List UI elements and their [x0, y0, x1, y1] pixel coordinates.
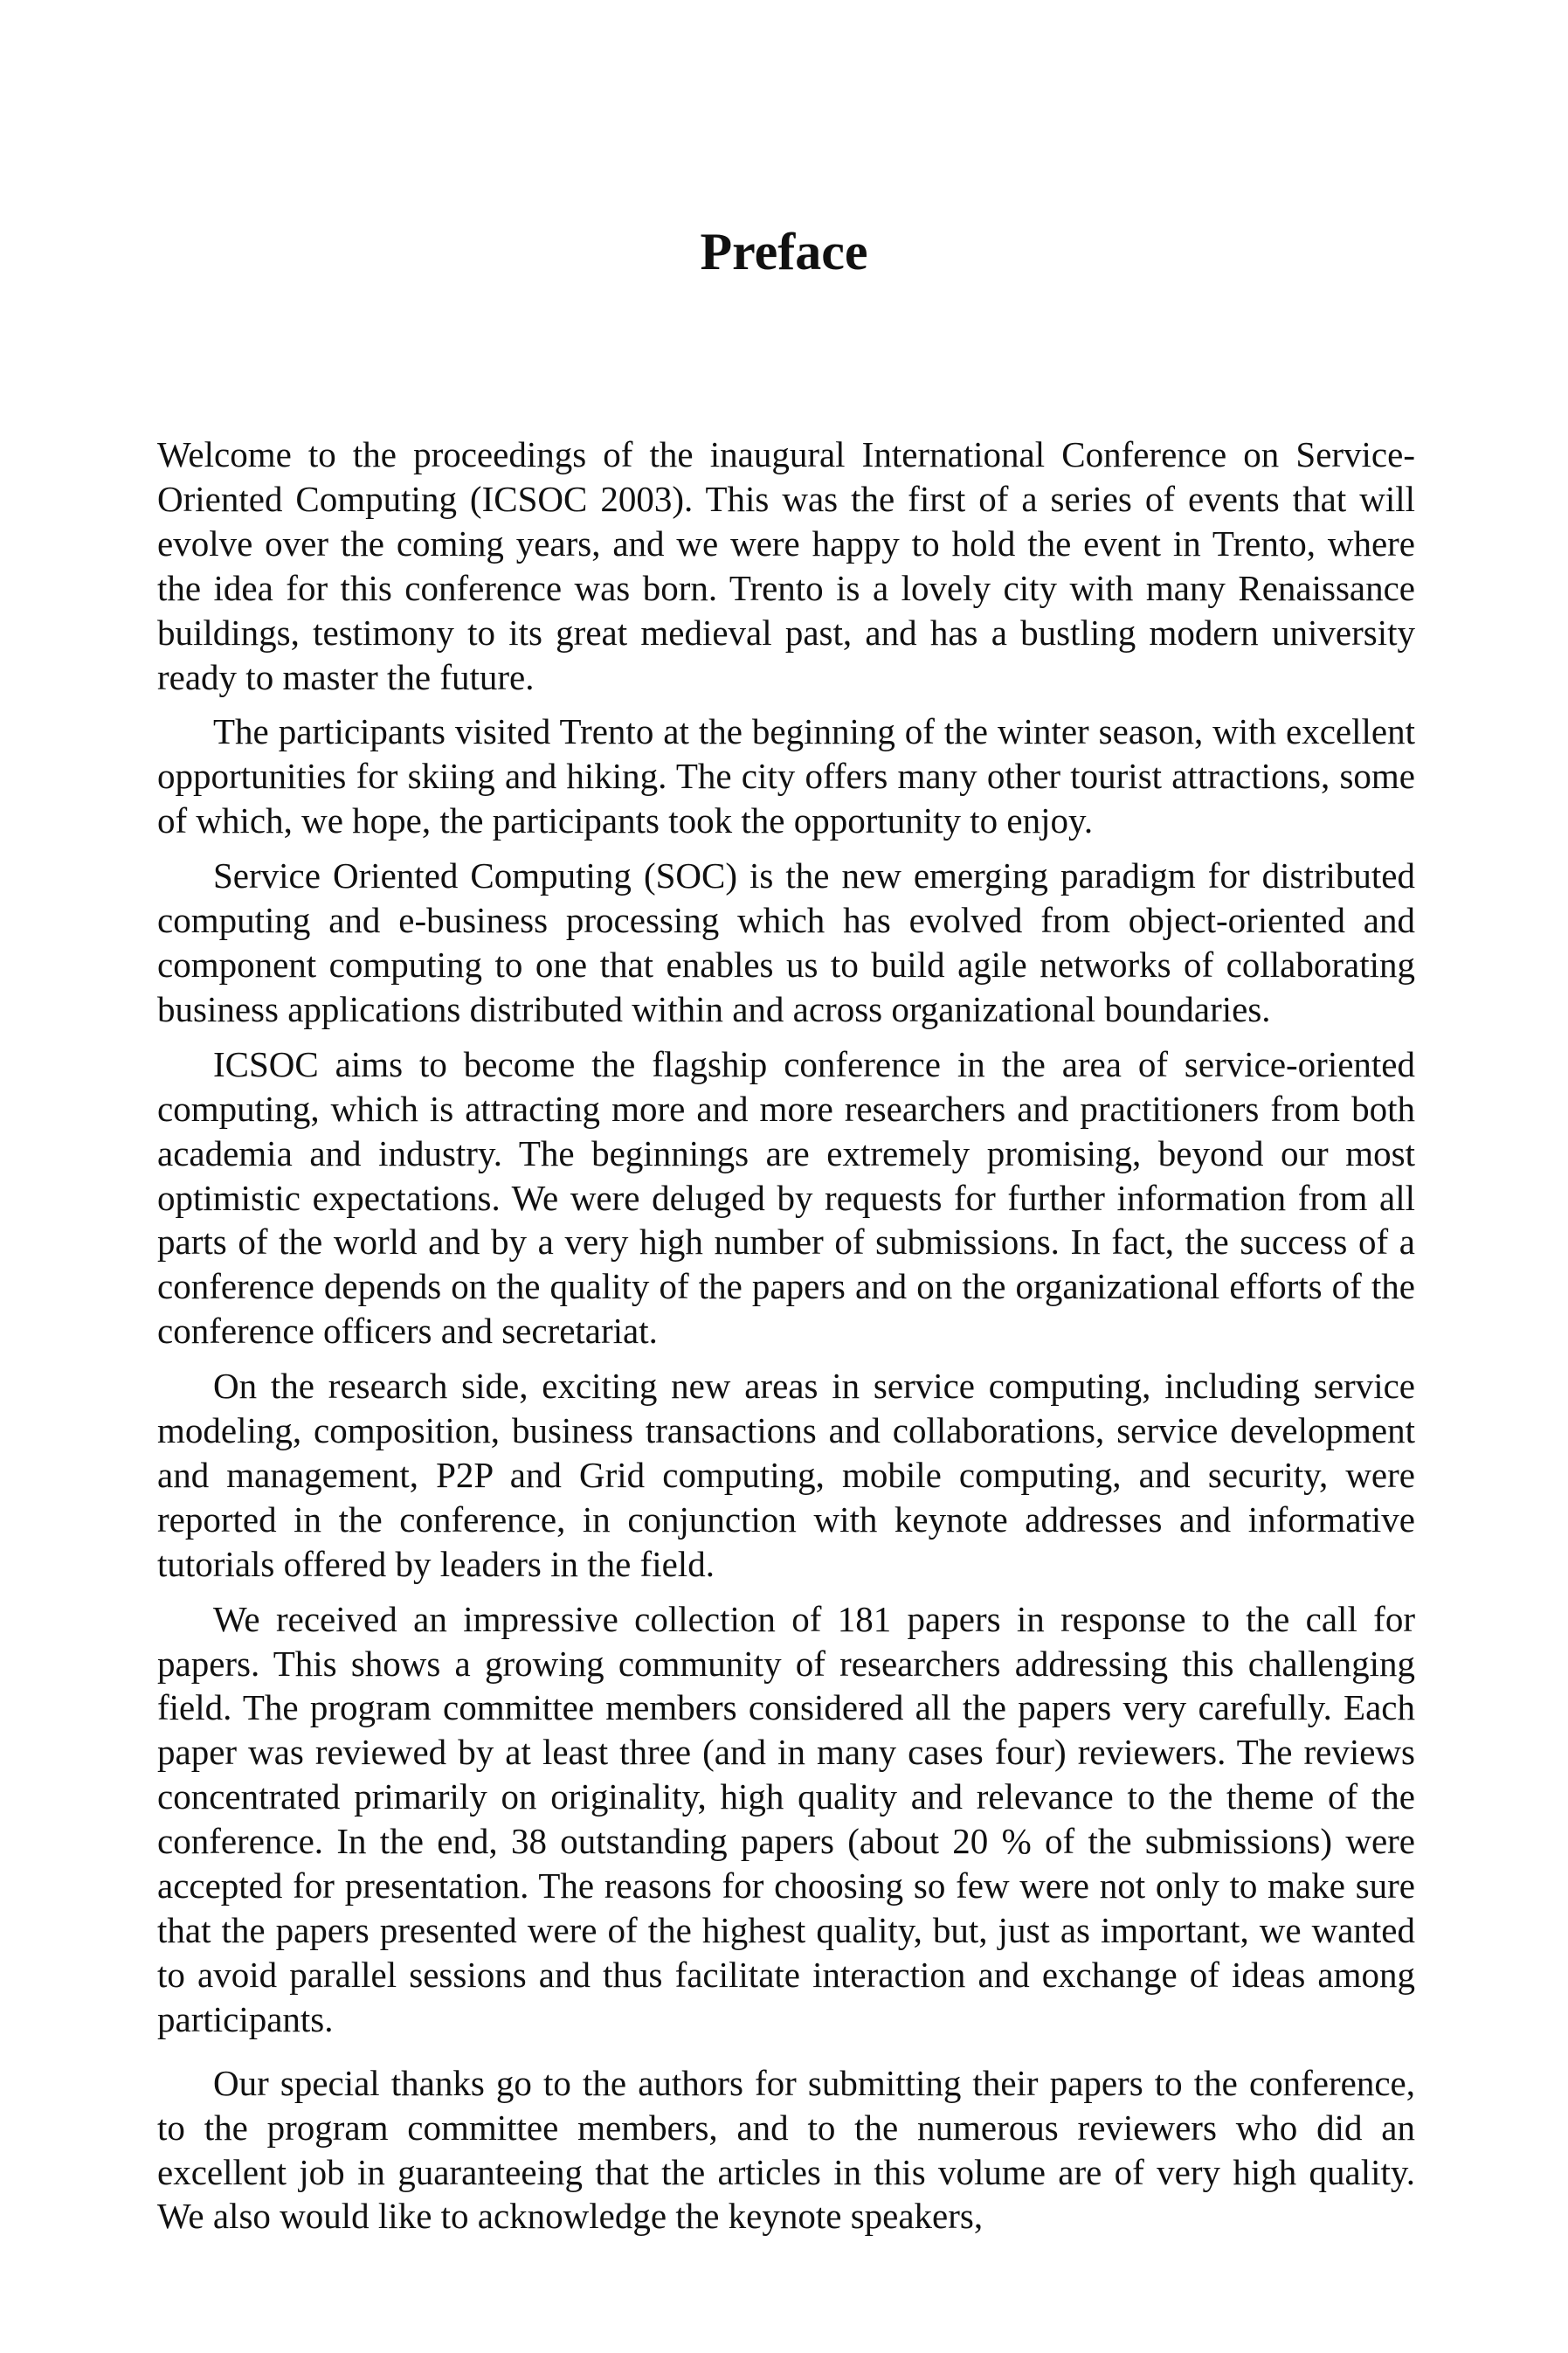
paragraph-5: On the research side, exciting new areas in service computing, including service modeling, composition, business transactions and collaborations, service development and management, P2P and Grid computing, mobile computing, and security, were reported in the conference, in conjunction with keynote addresses and informative tutorials offered by leaders in the field.	[157, 1366, 1415, 1584]
paragraph-4: ICSOC aims to become the flagship conference in the area of service-oriented computing, which is attracting more and more researchers and practitioners from both academia and industry. The beginnings are extremely promising, beyond our most optimistic expectations. We were deluged by requests for further information from all parts of the world and by a very high number of submissions. In fact, the success of a conference depends on the quality of the papers and on the organizational efforts of the conference officers and secretariat.	[157, 1043, 1415, 1352]
preface-body	[157, 433, 1415, 2239]
paragraph-1: Welcome to the proceedings of the inaugural International Conference on Service-Oriented Computing (ICSOC 2003). This was the first of a series of events that will evolve over the coming years, and we were happy to hold the event in Trento, where the idea for this conference was born. Trento is a lovely city with many Renaissance buildings, testimony to its great medieval past, and has a bustling modern university ready to master the future.	[157, 434, 1415, 697]
paragraph-2: The participants visited Trento at the beginning of the winter season, with excellent opportunities for skiing and hiking. The city offers many other tourist attractions, some of which, we hope, the participants took the opportunity to enjoy.	[157, 711, 1415, 841]
paragraph-6: We received an impressive collection of 181 papers in response to the call for papers. This shows a growing community of researchers addressing this challenging field. The program committee members considered all the papers very carefully. Each paper was reviewed by at least three (and in many cases four) reviewers. The reviews concentrated primarily on originality, high quality and relevance to the theme of the conference. In the end, 38 outstanding papers (about 20 % of the submissions) were accepted for presentation. The reasons for choosing so few were not only to make sure that the papers presented were of the highest quality, but, just as important, we wanted to avoid parallel sessions and thus facilitate interaction and exchange of ideas among participants.	[157, 1598, 1415, 2039]
paragraph-7: Our special thanks go to the authors for submitting their papers to the conference, to the program committee members, and to the numerous reviewers who did an excellent job in guaranteeing that the articles in this volume are of very high quality. We also would like to acknowledge the keynote speakers,	[157, 2062, 1415, 2237]
paragraph-3: Service Oriented Computing (SOC) is the new emerging paradigm for distributed computing and e-business processing which has evolved from object-oriented and component computing to one that enables us to build agile networks of collaborating business applications distributed within and across organizational boundaries.	[157, 855, 1415, 1029]
page-title: Preface	[700, 223, 868, 280]
